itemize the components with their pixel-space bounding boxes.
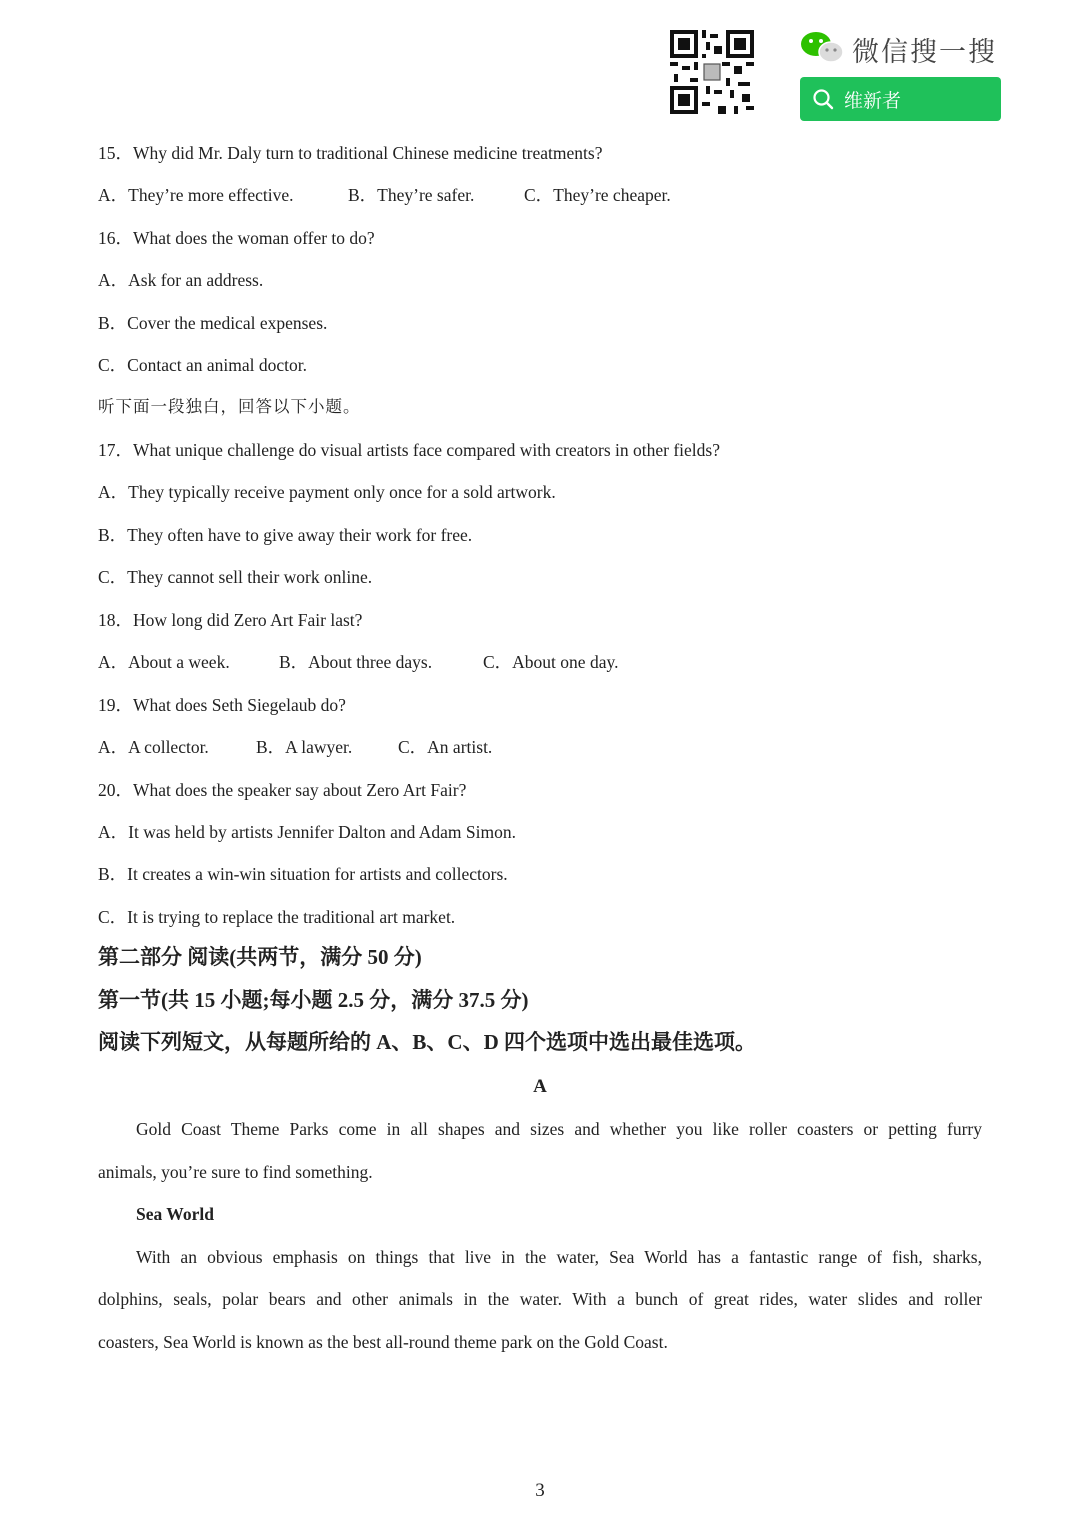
question-18-options xyxy=(98,651,618,673)
option-b: B．They’re safer. xyxy=(348,185,475,205)
question-15: 15．Why did Mr. Daly turn to traditional Chinese medicine treatments? xyxy=(98,143,603,163)
option-a: A．It was held by artists Jennifer Dalton and Adam Simon. xyxy=(98,822,516,842)
wechat-search-button[interactable] xyxy=(800,77,1001,121)
qr-code-icon xyxy=(670,30,754,114)
passage-heading: Sea World xyxy=(136,1204,214,1224)
question-17: 17．What unique challenge do visual artists face compared with creators in other fields? xyxy=(98,440,721,460)
option-b: B．They often have to give away their work for free. xyxy=(98,525,473,545)
passage-intro-line-1: Gold Coast Theme Parks come in all shapes and sizes and whether you like roller coasters or petting furry xyxy=(136,1119,982,1139)
question-19: 19．What does Seth Siegelaub do? xyxy=(98,695,346,715)
reading-directions: 阅读下列短文，从每题所给的 A、B、C、D 四个选项中选出最佳选项。 xyxy=(98,1030,757,1054)
search-label: 维新者 xyxy=(844,89,902,112)
option-c: C．They cannot sell their work online. xyxy=(98,567,373,587)
question-15-options xyxy=(98,184,671,206)
option-c: C．About one day. xyxy=(483,652,619,672)
passage-body-line-1: With an obvious emphasis on things that live in the water, Sea World has a fantastic range of fish, sharks, xyxy=(136,1247,982,1267)
option-c: C．They’re cheaper. xyxy=(524,185,671,205)
option-a: A．They typically receive payment only once for a sold artwork. xyxy=(98,482,556,502)
passage-body-line-2: dolphins, seals, polar bears and other animals in the water. With a bunch of great rides, water slides and roller xyxy=(98,1289,982,1309)
listening-instruction: 听下面一段独白，回答以下小题。 xyxy=(98,397,361,416)
option-b: B．About three days. xyxy=(279,652,433,672)
page-number: 3 xyxy=(535,1480,545,1501)
passage-intro-line-2: animals, you’re sure to find something. xyxy=(98,1162,373,1182)
question-19-options xyxy=(98,736,492,758)
part-title: 第二部分 阅读(共两节，满分 50 分) xyxy=(98,945,422,969)
wechat-search-title: 微信搜一搜 xyxy=(852,37,997,68)
wechat-logo-icon xyxy=(800,30,844,64)
option-c: C．Contact an animal doctor. xyxy=(98,355,307,375)
option-c: C．It is trying to replace the traditional art market. xyxy=(98,907,456,927)
option-c: C．An artist. xyxy=(398,737,493,757)
option-a: A．A collector. xyxy=(98,737,209,757)
option-b: B．A lawyer. xyxy=(256,737,353,757)
question-20: 20．What does the speaker say about Zero Art Fair? xyxy=(98,780,467,800)
section-subtitle: 第一节(共 15 小题;每小题 2.5 分，满分 37.5 分) xyxy=(98,988,529,1012)
option-a: A．They’re more effective. xyxy=(98,185,294,205)
passage-label: A xyxy=(533,1076,547,1097)
option-a: A．About a week. xyxy=(98,652,230,672)
option-b: B．It creates a win-win situation for artists and collectors. xyxy=(98,864,508,884)
option-a: A．Ask for an address. xyxy=(98,270,264,290)
question-18: 18．How long did Zero Art Fair last? xyxy=(98,610,363,630)
option-b: B．Cover the medical expenses. xyxy=(98,313,328,333)
passage-body-line-3: coasters, Sea World is known as the best all-round theme park on the Gold Coast. xyxy=(98,1332,668,1352)
search-icon xyxy=(812,88,834,110)
question-16: 16．What does the woman offer to do? xyxy=(98,228,375,248)
